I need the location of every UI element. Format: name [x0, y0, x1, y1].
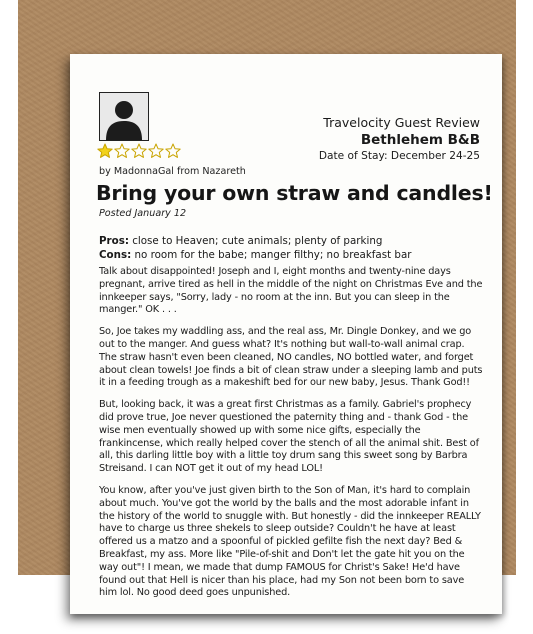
reviewer-avatar — [99, 92, 149, 141]
review-paragraph: You know, after you've just given birth to the Son of Man, it's hard to complain about much. You've got the world by the balls and the most adorable infant in the history of the world to snuggle with. But honestly - did the innkeeper REALLY have to charge us three shekels to sleep outside? Couldn't he have at least offered us a matzo and a spoonful of pickled gefilte fish the next day? Bed & Breakfast, my ass. More like "Pile-of-shit and Don't let the gate hit you on the way out"! I mean, we made that dump FAMOUS for Christ's Sake! He'd have found out that Hell is nicer than his place, had my Son not been born to save him lol. No good deed goes unpunished. — [99, 484, 481, 599]
person-silhouette-icon — [100, 93, 148, 140]
pros-label: Pros: — [99, 235, 129, 247]
review-paragraph: Talk about disappointed! Joseph and I, eight months and twenty-nine days pregnant, arrive tired as hell in the middle of the night on Christmas Eve and the innkeeper says, "Sorry, lady - no room at the inn. But you can sleep in the manger." OK . . . — [99, 266, 483, 316]
review-headline: Bring your own straw and candles! — [96, 181, 493, 205]
pros-cons — [99, 234, 412, 262]
posted-date: Posted January 12 — [99, 208, 187, 219]
star-empty-icon — [131, 143, 147, 159]
star-rating — [97, 143, 181, 160]
star-filled-icon — [97, 143, 113, 159]
pros-line — [99, 234, 412, 248]
review-paragraph: But, looking back, it was a great first Christmas as a family. Gabriel's prophecy did prove true, Joe never questioned the paternity thing and - thank God - the wise men eventually showed up with some nice gifts, especially the frankincense, which really helped cover the stench of all the animal shit. Best of all, this darling little boy with a little toy drum sang this sweet song by Barbra Streisand. I can NOT get it out of my head LOL! — [99, 399, 479, 475]
stay-dates: Date of Stay: December 24-25 — [318, 150, 480, 162]
star-empty-icon — [114, 143, 130, 159]
review-paragraph: So, Joe takes my waddling ass, and the real ass, Mr. Dingle Donkey, and we go out to the manger. And guess what? It's nothing but wall-to-wall animal crap. The straw hasn't even been cleaned, NO candles, NO bottled water, and forget about clean towels! Joe finds a bit of clean straw under a sleeping lamb and puts it in a feeding trough as a makeshift bed for our new baby, Jesus. Thank God!! — [99, 326, 483, 389]
cons-label: Cons: — [99, 249, 132, 261]
hotel-name: Bethlehem B&B — [360, 132, 480, 148]
reviewer-byline: by MadonnaGal from Nazareth — [99, 166, 246, 177]
cons-line — [99, 248, 412, 262]
review-header — [319, 115, 480, 163]
pros-text: close to Heaven; cute animals; plenty of parking — [132, 235, 383, 247]
cons-text: no room for the babe; manger filthy; no breakfast bar — [134, 249, 412, 261]
site-name: Travelocity Guest Review — [323, 115, 480, 130]
star-empty-icon — [165, 143, 181, 159]
star-empty-icon — [148, 143, 164, 159]
review-body — [99, 266, 484, 600]
